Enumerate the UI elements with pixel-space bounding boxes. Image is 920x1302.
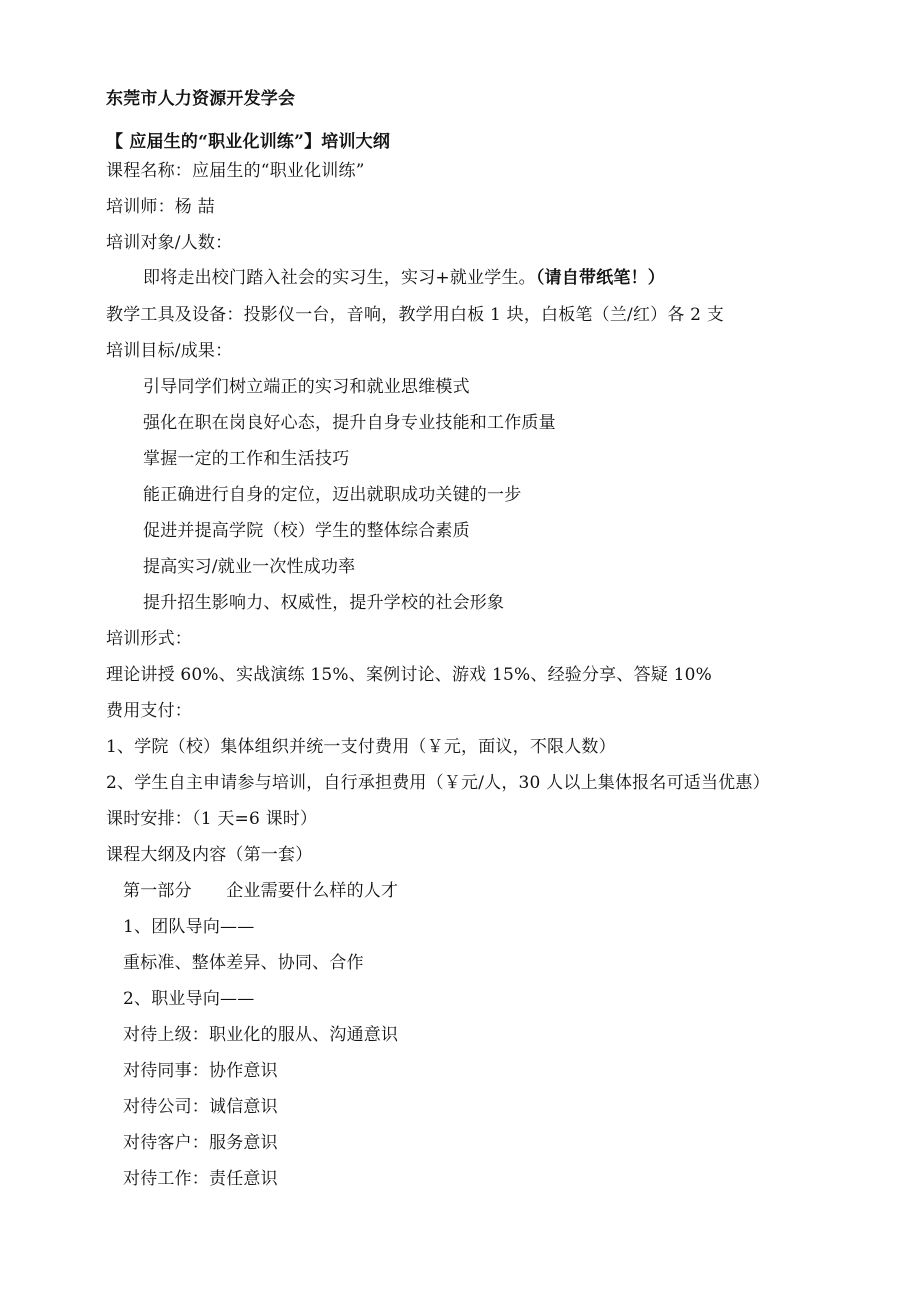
section2-item: 对待客户：服务意识 — [123, 1133, 278, 1153]
section1-text: 重标准、整体差异、协同、合作 — [123, 953, 364, 973]
goal-item: 掌握一定的工作和生活技巧 — [143, 449, 350, 469]
fee-item: 2、学生自主申请参与培训，自行承担费用（￥元/人，30 人以上集体报名可适当优惠） — [106, 773, 770, 793]
goal-item: 引导同学们树立端正的实习和就业思维模式 — [143, 377, 470, 397]
teaching-tools: 教学工具及设备：投影仪一台，音响，教学用白板 1 块，白板笔（兰/红）各 2 支 — [106, 305, 724, 325]
format-label: 培训形式： — [106, 629, 192, 649]
audience-line — [143, 267, 665, 289]
fee-item: 1、学院（校）集体组织并统一支付费用（￥元，面议，不限人数） — [106, 737, 616, 757]
schedule: 课时安排：（1 天=6 课时） — [106, 809, 318, 829]
part1-title: 第一部分 企业需要什么样的人才 — [123, 881, 399, 901]
goal-item: 提高实习/就业一次性成功率 — [143, 557, 356, 577]
organization-title: 东莞市人力资源开发学会 — [106, 89, 296, 109]
fee-label: 费用支付： — [106, 701, 192, 721]
section2-item: 对待上级：职业化的服从、沟通意识 — [123, 1025, 399, 1045]
section2-item: 对待同事：协作意识 — [123, 1061, 278, 1081]
section2-item: 对待工作：责任意识 — [123, 1169, 278, 1189]
section2-item: 对待公司：诚信意识 — [123, 1097, 278, 1117]
audience-note: （请自带纸笔！） — [535, 268, 665, 288]
section1-title: 1、团队导向—— — [123, 917, 255, 937]
goal-item: 能正确进行自身的定位，迈出就职成功关键的一步 — [143, 485, 522, 505]
audience-label: 培训对象/人数： — [106, 233, 233, 253]
outline-title: 【 应届生的“职业化训练”】培训大纲 — [106, 132, 391, 152]
goal-item: 提升招生影响力、权威性，提升学校的社会形象 — [143, 593, 505, 613]
course-name: 课程名称：应届生的“职业化训练” — [106, 161, 365, 181]
section2-title: 2、职业导向—— — [123, 989, 255, 1009]
goals-label: 培训目标/成果： — [106, 341, 233, 361]
trainer: 培训师：杨 喆 — [106, 197, 215, 217]
goal-item: 强化在职在岗良好心态，提升自身专业技能和工作质量 — [143, 413, 556, 433]
outline-label: 课程大纲及内容（第一套） — [106, 845, 313, 865]
audience-text: 即将走出校门踏入社会的实习生，实习+就业学生。 — [143, 268, 536, 288]
goal-item: 促进并提高学院（校）学生的整体综合素质 — [143, 521, 470, 541]
format-text: 理论讲授 60%、实战演练 15%、案例讨论、游戏 15%、经验分享、答疑 10% — [106, 665, 712, 685]
